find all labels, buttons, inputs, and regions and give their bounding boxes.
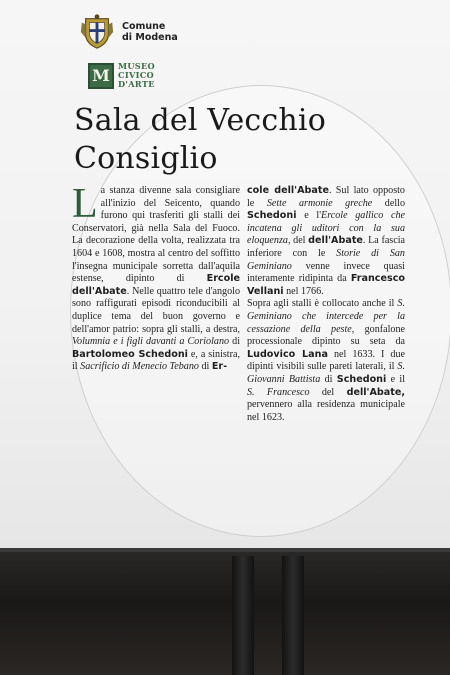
text-span: nel 1633. I due dipinti visibili sulle pareti laterali, il (247, 348, 405, 373)
text-span: . La fascia inferiore con le (247, 235, 405, 259)
comune-line-2: di Modena (122, 32, 178, 43)
artist-name: Schedoni (336, 373, 387, 385)
paragraph (247, 185, 405, 298)
text-span: , gonfalone processionale dipinto su seta da (247, 323, 405, 348)
artist-name: Er- (211, 361, 228, 373)
artist-name: dell'Abate (308, 235, 363, 247)
paragraph (72, 181, 241, 374)
comune-logo (78, 12, 178, 52)
artwork-title: S. Francesco (247, 386, 310, 398)
artwork-title: Ercole gallico che incatena gli uditori con la sua eloquenza (247, 210, 406, 247)
text-span: del (309, 386, 347, 398)
paragraph (247, 298, 405, 424)
text-span: a stanza divenne sala consigliare all'inizio del Seicento, quando furono qui trasferiti gli stalli dei Conservatori, già nella Sala del Fuoco. La decorazione della volta, realizzata tra 1604 e 1608, mostra al centro del soffitto l'insegna municipale sorretta dall'aquila estense, dipinto di (72, 185, 240, 285)
text-span: dello (372, 197, 405, 209)
artwork-title: S. Geminiano che intercede per la cessazione della peste (247, 298, 405, 335)
artist-name: Bartolomeo Schedoni (72, 348, 188, 360)
text-span: venne invece quasi interamente ridipinta da (247, 260, 405, 285)
museum-line-2: CIVICO (118, 70, 154, 80)
text-span: di (320, 373, 337, 385)
artist-name: Schedoni (247, 210, 297, 222)
text-span: pervennero alla residenza municipale nel 1623. (247, 399, 405, 423)
title-line-2: Consiglio (74, 141, 218, 176)
artist-name: cole dell'Abate (247, 185, 329, 196)
museum-line-1: MUSEO (118, 61, 155, 71)
drop-cap: L (72, 181, 98, 227)
comune-line-1: Comune (122, 21, 166, 32)
room-title (74, 102, 354, 178)
text-span: e, a sinistra, il (72, 348, 240, 373)
artwork-title: Sacrificio di Menecio Tebano (80, 361, 199, 373)
artist-name: Ercole dell'Abate (72, 273, 240, 297)
dark-floor (0, 552, 450, 675)
museum-m-icon: M (88, 63, 114, 89)
text-column-right (247, 185, 405, 424)
artist-name: Francesco Vellani (247, 273, 405, 297)
artist-name: Ludovico Lana (247, 348, 328, 360)
text-span: e il (386, 373, 406, 385)
text-span: Sopra agli stalli è collocato anche il (247, 298, 398, 310)
text-span: di (229, 336, 241, 348)
artwork-title: Sette armonie greche (266, 197, 373, 209)
artwork-title: Volumnia e i figli davanti a Coriolano (72, 336, 230, 348)
museum-line-3: D'ARTE (118, 79, 155, 89)
artwork-title: Storie di San Geminiano (247, 247, 405, 272)
text-span: nel 1766. (283, 285, 324, 297)
title-line-1: Sala del Vecchio (74, 103, 326, 138)
text-span: e l' (296, 210, 322, 222)
text-span: di (198, 361, 212, 373)
crest-icon (78, 13, 116, 51)
text-span: , del (287, 235, 309, 247)
text-span: . Sul lato opposto le (247, 185, 405, 209)
support-post (232, 556, 254, 675)
text-column-left (72, 181, 241, 374)
support-post (282, 556, 304, 675)
text-span: . Nelle quattro tele d'angolo sono raffigurati episodi riconducibili al duplice tema del buon governo e dell'amor patrio: sopra gli stalli, a destra, (72, 285, 240, 335)
museum-logo (88, 62, 155, 89)
artwork-title: S. Giovanni Battista (247, 361, 405, 385)
artist-name: dell'Abate, (346, 386, 405, 398)
